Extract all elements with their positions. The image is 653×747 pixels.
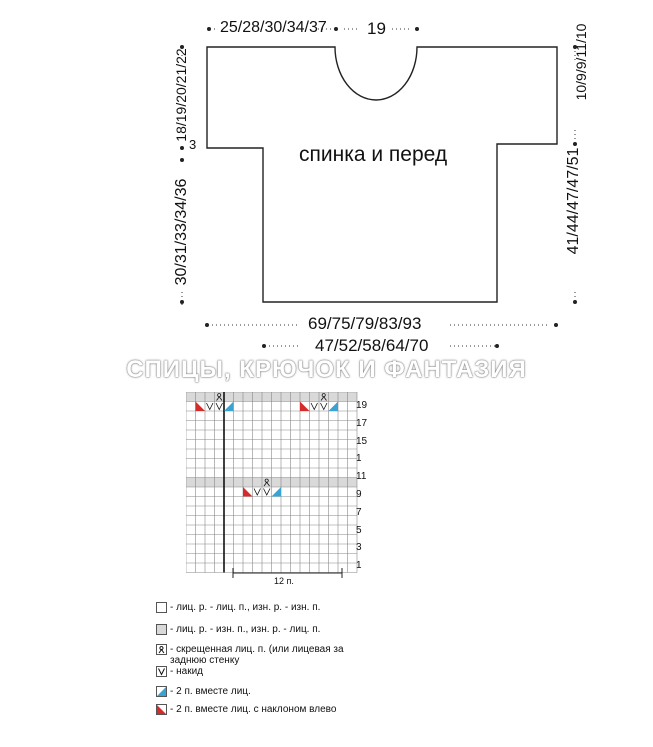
legend-item-yarnover [156, 666, 203, 677]
k2tog-mark [272, 487, 282, 497]
yarn-over-mark [216, 403, 223, 410]
dim-armhole-height: 18/19/20/21/22 [173, 48, 189, 142]
yarn-over-mark [321, 403, 328, 410]
row-number: 17 [356, 417, 368, 429]
repeat-label: 12 п. [274, 576, 294, 586]
row-number: 9 [356, 489, 362, 500]
dim-width-bottom: 47/52/58/64/70 [315, 336, 429, 355]
k2tog-left-mark [243, 487, 253, 497]
crossed-stitch-icon [156, 644, 167, 655]
legend-item-crossed [156, 644, 370, 666]
legend-text: - 2 п. вместе лиц. с наклоном влево [170, 704, 337, 715]
k2tog-left-mark [196, 402, 206, 412]
dim-shoulder: 25/28/30/34/37 [220, 19, 327, 36]
row-number: 15 [356, 435, 368, 447]
k2tog-left-mark [300, 402, 310, 412]
legend-text: - лиц. р. - лиц. п., изн. р. - изн. п. [170, 602, 321, 613]
legend-text: - лиц. р. - изн. п., изн. р. - лиц. п. [170, 624, 321, 635]
row-number: 19 [356, 400, 368, 411]
dim-side-right: 41/44/47/47/51 [565, 147, 582, 255]
dim-neck: 19 [367, 19, 386, 38]
dimension-lines [182, 29, 575, 346]
legend-item-k2tog [156, 686, 251, 697]
dim-width-top: 69/75/79/83/93 [308, 314, 422, 333]
plain-square-icon [156, 602, 167, 613]
row-number: 1 [356, 453, 362, 465]
yarn-over-icon [156, 666, 167, 677]
legend-text: - 2 п. вместе лиц. [170, 686, 251, 697]
dim-step: 3 [189, 137, 197, 152]
knitting-chart [186, 392, 376, 587]
row-number: 7 [356, 506, 362, 518]
garment-schematic [0, 0, 653, 360]
legend-item-k2tog-left [156, 704, 336, 715]
yarn-over-mark [254, 489, 261, 496]
garment-outline [207, 47, 557, 302]
shaded-square-icon [156, 624, 167, 635]
k2tog-mark [224, 402, 234, 412]
dim-sleeve-depth: 10/9/9/11/10 [573, 23, 589, 101]
watermark-text: СПИЦЫ, КРЮЧОК И ФАНТАЗИЯ [126, 356, 527, 383]
yarn-over-mark [207, 403, 214, 410]
k2tog-blue-icon [156, 686, 167, 697]
row-number: 11 [356, 471, 367, 483]
repeat-bracket [230, 568, 345, 580]
legend-text: - скрещенная лиц. п. (или лицевая за заднюю стенку [170, 644, 344, 666]
row-number: 3 [356, 542, 362, 554]
k2tog-left-red-icon [156, 704, 167, 715]
row-number: 5 [356, 524, 362, 536]
row-number: 1 [356, 560, 362, 572]
dimension-dots [180, 27, 577, 348]
garment-label: спинка и перед [299, 143, 448, 166]
dim-side-left: 30/31/33/34/36 [173, 178, 190, 286]
legend-text: - накид [170, 666, 203, 677]
k2tog-mark [329, 402, 339, 412]
legend-item-purl [156, 624, 320, 635]
chart-grid [186, 392, 376, 582]
yarn-over-mark [264, 489, 271, 496]
yarn-over-mark [311, 403, 318, 410]
legend-item-knit [156, 602, 320, 613]
